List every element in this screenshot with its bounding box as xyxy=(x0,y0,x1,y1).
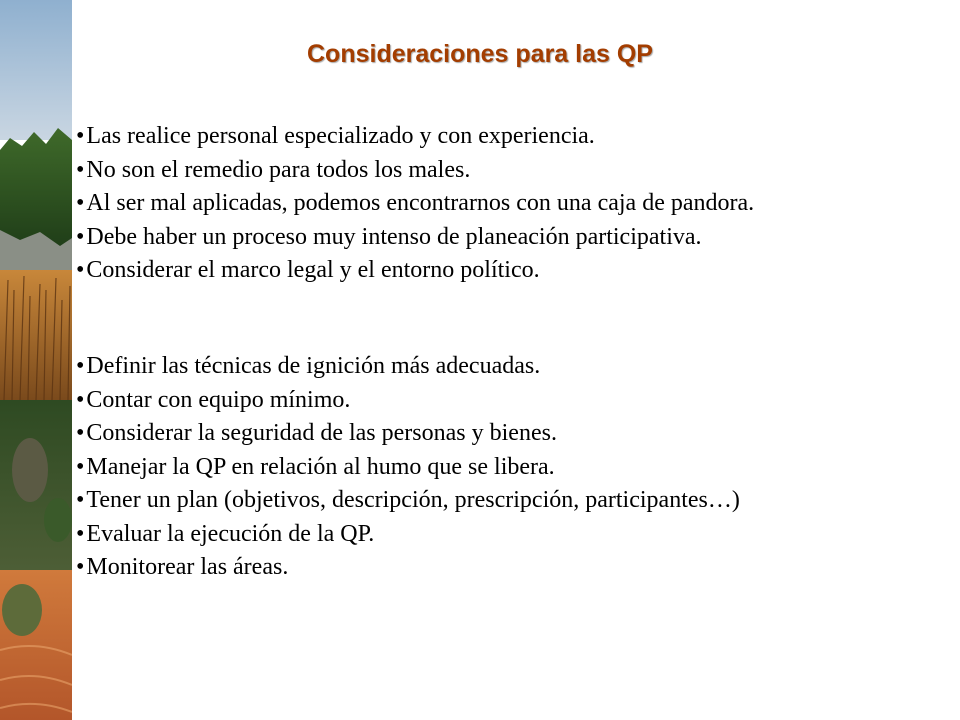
bullet-item: • Al ser mal aplicadas, podemos encontrarnos con una caja de pandora. xyxy=(76,187,754,221)
slide-title-text: Consideraciones para las QP xyxy=(307,40,653,68)
bullet-list-1 xyxy=(76,120,754,288)
nature-photo-strip xyxy=(0,0,72,720)
bullet-item: • Debe haber un proceso muy intenso de planeación participativa. xyxy=(76,221,754,255)
bullet-item: • Considerar la seguridad de las personas y bienes. xyxy=(76,417,740,451)
bullet-item: • Contar con equipo mínimo. xyxy=(76,384,740,418)
bullet-item: • Manejar la QP en relación al humo que se libera. xyxy=(76,451,740,485)
bullet-item: • Monitorear las áreas. xyxy=(76,551,740,585)
bullet-item: • Las realice personal especializado y con experiencia. xyxy=(76,120,754,154)
bullet-item: • Definir las técnicas de ignición más adecuadas. xyxy=(76,350,740,384)
bullet-item: • Evaluar la ejecución de la QP. xyxy=(76,518,740,552)
bullet-item: • Tener un plan (objetivos, descripción, prescripción, participantes…) xyxy=(76,484,740,518)
bullet-item: • Considerar el marco legal y el entorno político. xyxy=(76,254,754,288)
bullet-item: • No son el remedio para todos los males. xyxy=(76,154,754,188)
slide-title xyxy=(0,40,960,69)
bullet-list-2 xyxy=(76,350,740,585)
